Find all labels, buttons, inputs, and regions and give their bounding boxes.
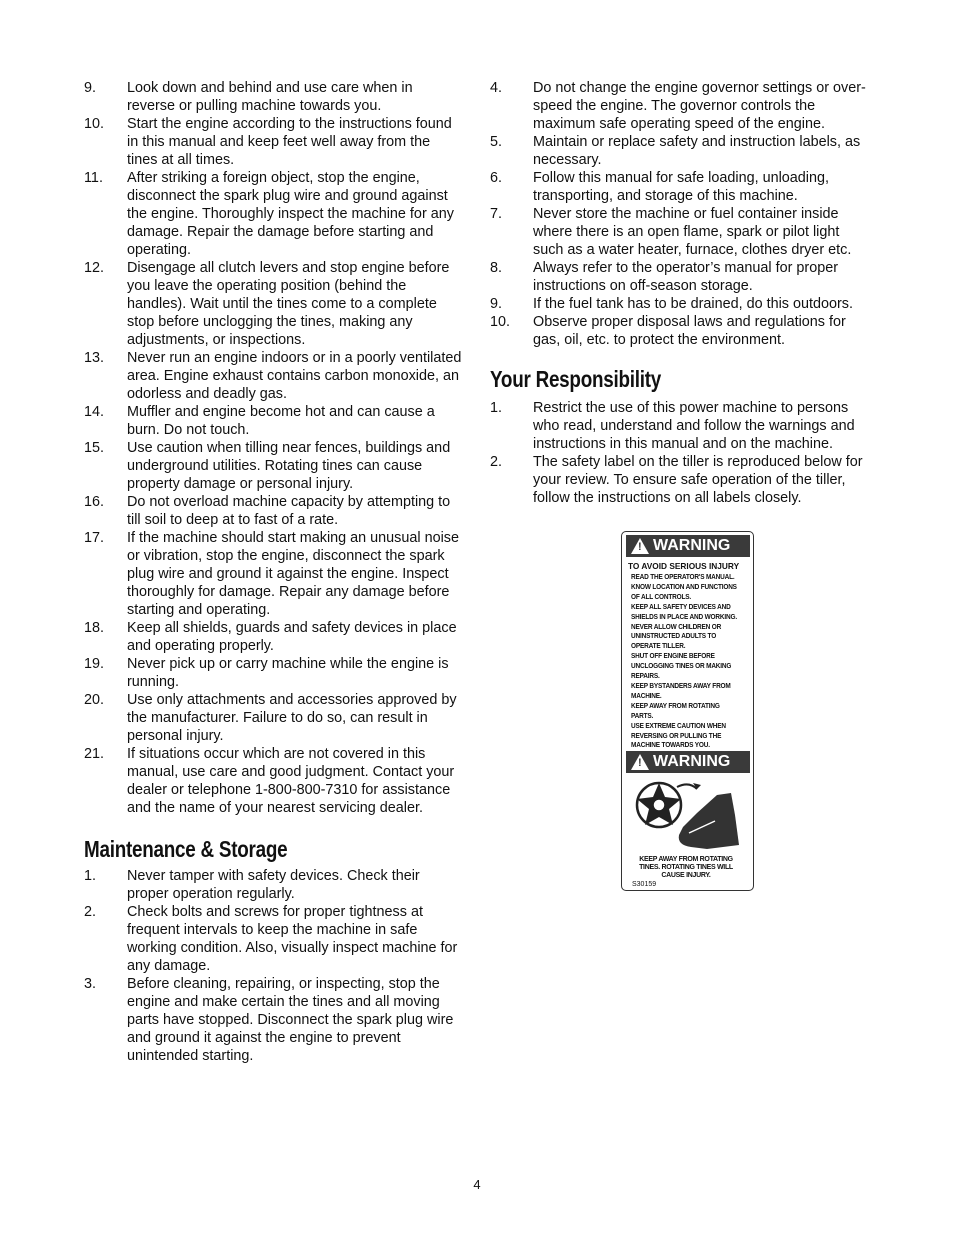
list-item bbox=[84, 745, 464, 817]
warning-text-top: WARNING bbox=[653, 537, 731, 554]
list-item bbox=[84, 493, 464, 529]
list-item bbox=[490, 205, 870, 259]
list-item-number: 13. bbox=[84, 350, 105, 366]
list-item-number: 10. bbox=[490, 314, 511, 330]
list-item bbox=[84, 655, 464, 691]
list-item bbox=[490, 133, 870, 169]
warning-text-bottom: WARNING bbox=[653, 753, 731, 770]
list-item-text: Never store the machine or fuel container inside where there is an open flame, spark or pilot light such as a water heater, furnace, clothes dryer etc. bbox=[533, 206, 852, 258]
list-item bbox=[84, 975, 464, 1065]
list-item-number: 8. bbox=[490, 260, 503, 276]
list-item-text: The safety label on the tiller is reproduced below for your review. To ensure safe operation of the tiller, follow the instructions on all labels closely. bbox=[533, 454, 863, 506]
list-item bbox=[490, 79, 870, 133]
list-item bbox=[84, 691, 464, 745]
list-item bbox=[84, 403, 464, 439]
list-item-text: Keep all shields, guards and safety devices in place and operating properly. bbox=[127, 620, 457, 654]
list-item-number: 2. bbox=[84, 904, 97, 920]
responsibility-heading: Your Responsibility bbox=[490, 366, 662, 392]
list-item-text: If the machine should start making an unusual noise or vibration, stop the engine, disconnect the spark plug wire and ground it against the engine. Inspect thoroughly for damage. Repair any damage before starting and operating. bbox=[127, 530, 459, 618]
list-item-text: Follow this manual for safe loading, unloading, transporting, and storage of this machine. bbox=[533, 170, 829, 204]
list-item-number: 19. bbox=[84, 656, 105, 672]
warning-banner-top bbox=[626, 535, 750, 557]
list-item-text: Do not overload machine capacity by attempting to till soil to deep at to fast of a rate. bbox=[127, 494, 451, 528]
list-item-text: Never pick up or carry machine while the engine is running. bbox=[127, 656, 449, 690]
list-item-number: 6. bbox=[490, 170, 503, 186]
page-number: 4 bbox=[473, 1177, 481, 1192]
list-item-text: Use caution when tilling near fences, buildings and underground utilities. Rotating tines can cause property damage or personal injury. bbox=[127, 440, 451, 492]
list-item bbox=[490, 399, 870, 453]
warning-triangle-icon: ! bbox=[631, 754, 649, 770]
list-item bbox=[84, 867, 464, 903]
responsibility-list bbox=[490, 399, 870, 507]
safety-list-left bbox=[84, 79, 464, 817]
list-item-number: 4. bbox=[490, 80, 503, 96]
list-item-text: Use only attachments and accessories approved by the manufacturer. Failure to do so, can result in personal injury. bbox=[127, 692, 457, 744]
list-item-number: 1. bbox=[84, 868, 97, 884]
list-item-number: 16. bbox=[84, 494, 105, 510]
list-item-text: Always refer to the operator’s manual for proper instructions on off-season storage. bbox=[533, 260, 839, 294]
list-item-number: 15. bbox=[84, 440, 105, 456]
label-instructions: READ THE OPERATOR'S MANUAL. KNOW LOCATION AND FUNCTIONS OF ALL CONTROLS. KEEP ALL SAFETY DEVICES AND SHIELDS IN PLACE AND WORKING. NEVER ALLOW CHILDREN OR UNINSTRUCTED ADULTS TO OPERATE TILLER. SHUT OFF ENGINE BEFORE UNCLOGGING TINES OR MAKING REPAIRS. KEEP BYSTANDERS AWAY FROM MACHINE. KEEP AWAY FROM ROTATING PARTS. USE EXTREME CAUTION WHEN REVERSING OR PULLING THE MACHINE TOWARDS YOU. bbox=[631, 572, 737, 750]
list-item bbox=[84, 79, 464, 115]
list-item bbox=[84, 115, 464, 169]
list-item bbox=[84, 439, 464, 493]
maintenance-list bbox=[84, 867, 464, 1065]
label-heading: TO AVOID SERIOUS INJURY bbox=[628, 561, 740, 571]
list-item-text: Maintain or replace safety and instruction labels, as necessary. bbox=[533, 134, 861, 168]
right-column bbox=[490, 79, 870, 507]
list-item-text: Do not change the engine governor settings or over-speed the engine. The governor controls the maximum safe operating speed of the engine. bbox=[533, 80, 866, 132]
list-item-text: Observe proper disposal laws and regulations for gas, oil, etc. to protect the environment. bbox=[533, 314, 846, 348]
list-item bbox=[84, 349, 464, 403]
list-item bbox=[490, 259, 870, 295]
maintenance-heading: Maintenance & Storage bbox=[84, 836, 288, 862]
list-item-number: 5. bbox=[490, 134, 503, 150]
list-item-text: If situations occur which are not covered in this manual, use care and good judgment. Contact your dealer or telephone 1-800-800-7310 for assistance and the name of your nearest servicing dealer. bbox=[127, 746, 455, 816]
list-item bbox=[490, 169, 870, 205]
safety-list-right bbox=[490, 79, 870, 349]
list-item bbox=[84, 619, 464, 655]
list-item-number: 10. bbox=[84, 116, 105, 132]
list-item-number: 2. bbox=[490, 454, 503, 470]
list-item-number: 17. bbox=[84, 530, 105, 546]
list-item-text: Muffler and engine become hot and can cause a burn. Do not touch. bbox=[127, 404, 435, 438]
left-column bbox=[84, 79, 464, 1065]
list-item-number: 11. bbox=[84, 170, 103, 186]
list-item bbox=[84, 529, 464, 619]
list-item-text: Before cleaning, repairing, or inspecting, stop the engine and make certain the tines and all moving parts have stopped. Disconnect the spark plug wire and ground it against the engine to prevent unintended starting. bbox=[127, 976, 454, 1064]
list-item-number: 7. bbox=[490, 206, 503, 222]
list-item-number: 20. bbox=[84, 692, 105, 708]
list-item-number: 12. bbox=[84, 260, 105, 276]
label-part-number: S30159 bbox=[632, 881, 657, 888]
list-item-number: 3. bbox=[84, 976, 97, 992]
list-item bbox=[490, 453, 870, 507]
list-item-number: 9. bbox=[490, 296, 503, 312]
list-item-text: Check bolts and screws for proper tightness at frequent intervals to keep the machine in safe working condition. Also, visually inspect machine for any damage. bbox=[127, 904, 458, 974]
list-item-number: 18. bbox=[84, 620, 105, 636]
list-item-text: Start the engine according to the instructions found in this manual and keep feet well away from the tines at all times. bbox=[127, 116, 452, 168]
list-item-text: Restrict the use of this power machine to persons who read, understand and follow the warnings and instructions in this manual and on the machine. bbox=[533, 400, 855, 452]
list-item-number: 21. bbox=[84, 746, 105, 762]
list-item-text: Never tamper with safety devices. Check their proper operation regularly. bbox=[127, 868, 420, 902]
list-item bbox=[490, 313, 870, 349]
warning-triangle-icon: ! bbox=[631, 538, 649, 554]
list-item-text: If the fuel tank has to be drained, do this outdoors. bbox=[533, 296, 854, 312]
list-item bbox=[84, 169, 464, 259]
list-item-text: Look down and behind and use care when in reverse or pulling machine towards you. bbox=[127, 80, 413, 114]
list-item bbox=[490, 295, 870, 313]
list-item-text: Never run an engine indoors or in a poorly ventilated area. Engine exhaust contains carbon monoxide, an odorless and deadly gas. bbox=[127, 350, 462, 402]
list-item-text: After striking a foreign object, stop the engine, disconnect the spark plug wire and ground against the engine. Thoroughly inspect the machine for any damage. Repair the damage before starting and operating. bbox=[127, 170, 454, 258]
list-item-number: 9. bbox=[84, 80, 97, 96]
rotating-tines-foot-icon bbox=[627, 775, 751, 857]
list-item bbox=[84, 259, 464, 349]
list-item-text: Disengage all clutch levers and stop engine before you leave the operating position (behind the handles). Wait until the tines come to a complete stop before unclogging the tines, making any adjustments, or inspections. bbox=[127, 260, 450, 348]
label-footer: KEEP AWAY FROM ROTATING TINES. ROTATING TINES WILL CAUSE INJURY. bbox=[639, 856, 733, 879]
list-item-number: 1. bbox=[490, 400, 503, 416]
list-item bbox=[84, 903, 464, 975]
list-item-number: 14. bbox=[84, 404, 105, 420]
warning-banner-bottom bbox=[626, 751, 750, 773]
safety-label-image bbox=[621, 531, 754, 891]
